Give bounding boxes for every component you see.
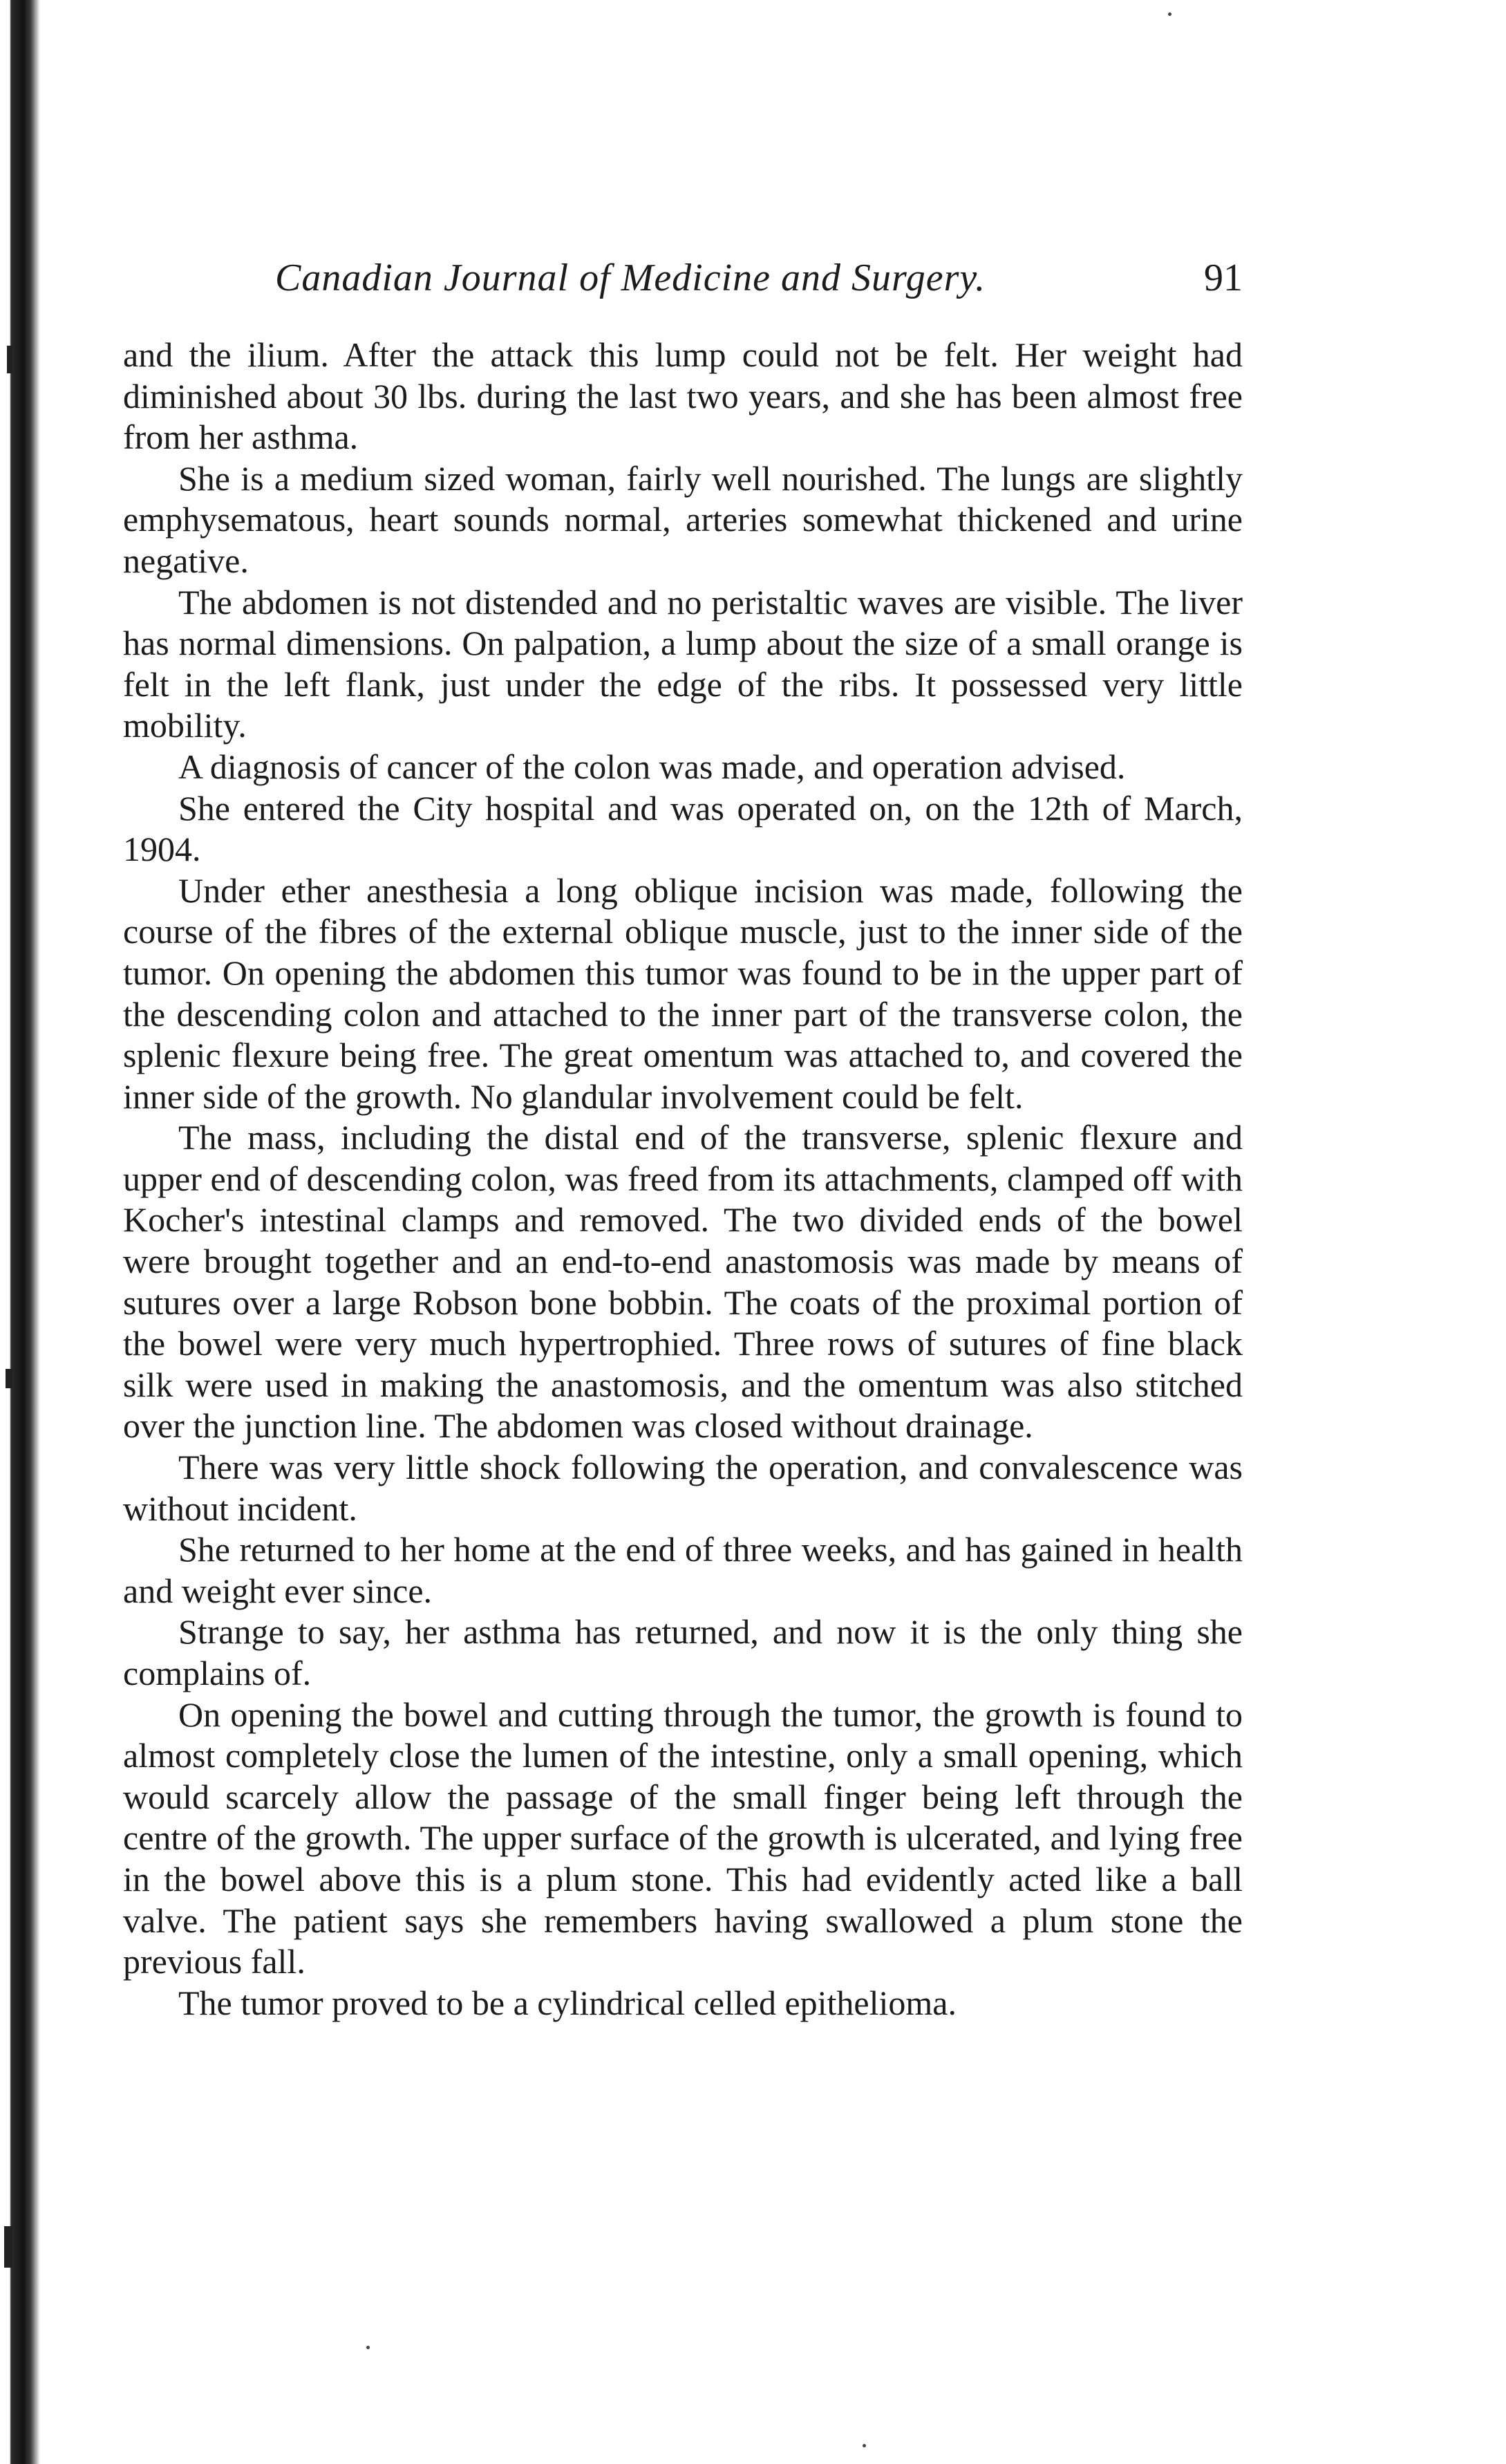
paragraph: Under ether anesthesia a long oblique incision was made, following the course of the fibres of the external oblique muscle, just to the inner side of the tumor. On opening the abdomen this tumor was found to be in the upper part of the descending colon and attached to the inner part of the transverse colon, the splenic flexure being free. The great omentum was attached to, and covered the inner side of the growth. No glandular involvement could be felt. [123,870,1243,1116]
scan-speck [4,2226,12,2268]
paragraph: She is a medium sized woman, fairly well nourished. The lungs are slightly emphysematous, heart sounds normal, arteries somewhat thickened and urine negative. [123,458,1243,580]
journal-title: Canadian Journal of Medicine and Surgery. [275,256,986,299]
scan-speck [6,1369,12,1388]
scan-dot [1168,12,1171,16]
paragraph: and the ilium. After the attack this lump could not be felt. Her weight had diminished about 30 lbs. during the last two years, and she has been almost free from her asthma. [123,335,1243,457]
paragraph: There was very little shock following the operation, and convalescence was without incident. [123,1448,1243,1528]
paragraph: The mass, including the distal end of the transverse, splenic flexure and upper end of descending colon, was freed from its attachments, clamped off with Kocher's intestinal clamps and removed. The two divided ends of the bowel were brought together and an end-to-end anastomosis was made by means of sutures over a large Robson bone bobbin. The coats of the proximal portion of the bowel were very much hypertrophied. Three rows of sutures of fine black silk were used in making the anastomosis, and the omentum was also stitched over the junction line. The abdomen was closed without drainage. [123,1118,1243,1446]
page-number: 91 [1204,256,1243,299]
paragraph: A diagnosis of cancer of the colon was made, and operation advised. [178,747,1126,786]
scan-dot [863,2444,866,2447]
running-header [123,256,1243,311]
document-page [123,256,1243,2024]
scan-dot [366,2346,370,2349]
scan-speck [7,346,12,373]
paragraph: The tumor proved to be a cylindrical celled epithelioma. [178,1983,957,2022]
paragraph: She entered the City hospital and was operated on, on the 12th of March, 1904. [123,788,1243,869]
paragraph: She returned to her home at the end of three weeks, and has gained in health and weight ever since. [123,1530,1243,1610]
article-body [123,335,1243,2024]
paragraph: On opening the bowel and cutting through the tumor, the growth is found to almost completely close the lumen of the intestine, only a small opening, which would scarcely allow the passage of the small finger being left through the centre of the growth. The upper surface of the growth is ulcerated, and lying free in the bowel above this is a plum stone. This had evidently acted like a ball valve. The patient says she remembers having swallowed a plum stone the previous fall. [123,1695,1243,1981]
paragraph: Strange to say, her asthma has returned, and now it is the only thing she complains of. [123,1612,1243,1692]
paragraph: The abdomen is not distended and no peristaltic waves are visible. The liver has normal dimensions. On palpation, a lump about the size of a small orange is felt in the left flank, just under the edge of the ribs. It possessed very little mobility. [123,582,1243,745]
